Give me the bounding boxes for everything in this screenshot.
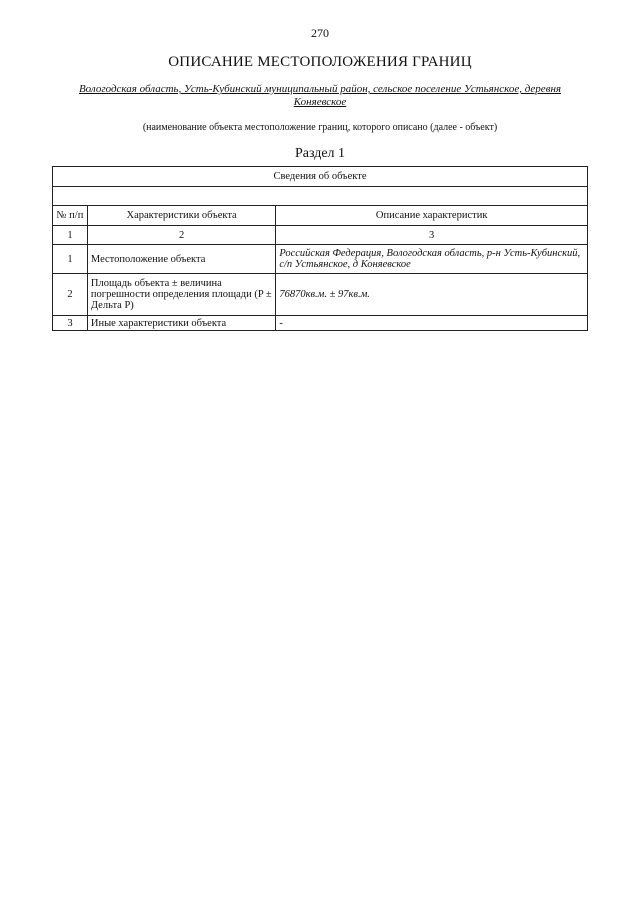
column-names-row <box>53 206 588 226</box>
object-name: Вологодская область, Усть-Кубинский муниципальный район, сельское поселение Устьянское, деревня Коняевское <box>78 83 562 108</box>
page-number: 270 <box>311 26 329 40</box>
row-number: 1 <box>53 245 88 274</box>
column-number-1: 1 <box>53 226 88 245</box>
row-characteristic: Иные характеристики объекта <box>87 316 275 331</box>
table-header-row <box>53 167 588 187</box>
object-info-table <box>52 166 588 331</box>
table-blank-cell <box>53 187 588 206</box>
row-description: 76870кв.м. ± 97кв.м. <box>276 274 588 316</box>
row-characteristic: Площадь объекта ± величина погрешности определения площади (P ± Дельта P) <box>87 274 275 316</box>
column-name-characteristic: Характеристики объекта <box>87 206 275 226</box>
column-number-3: 3 <box>276 226 588 245</box>
table-blank-row <box>53 187 588 206</box>
row-characteristic: Местоположение объекта <box>87 245 275 274</box>
column-name-description: Описание характеристик <box>276 206 588 226</box>
column-numbers-row <box>53 226 588 245</box>
table-header: Сведения об объекте <box>53 167 588 187</box>
document-title: ОПИСАНИЕ МЕСТОПОЛОЖЕНИЯ ГРАНИЦ <box>168 54 472 70</box>
row-number: 3 <box>53 316 88 331</box>
section-title: Раздел 1 <box>294 146 346 161</box>
row-description: - <box>276 316 588 331</box>
table-row <box>53 316 588 331</box>
object-name-caption: (наименование объекта местоположение границ, которого описано (далее - объект) <box>142 122 498 133</box>
table-row <box>53 274 588 316</box>
table-row <box>53 245 588 274</box>
row-description: Российская Федерация, Вологодская область, р-н Усть-Кубинский, с/п Устьянское, д Коняевское <box>276 245 588 274</box>
column-name-number: № п/п <box>53 206 88 226</box>
column-number-2: 2 <box>87 226 275 245</box>
row-number: 2 <box>53 274 88 316</box>
